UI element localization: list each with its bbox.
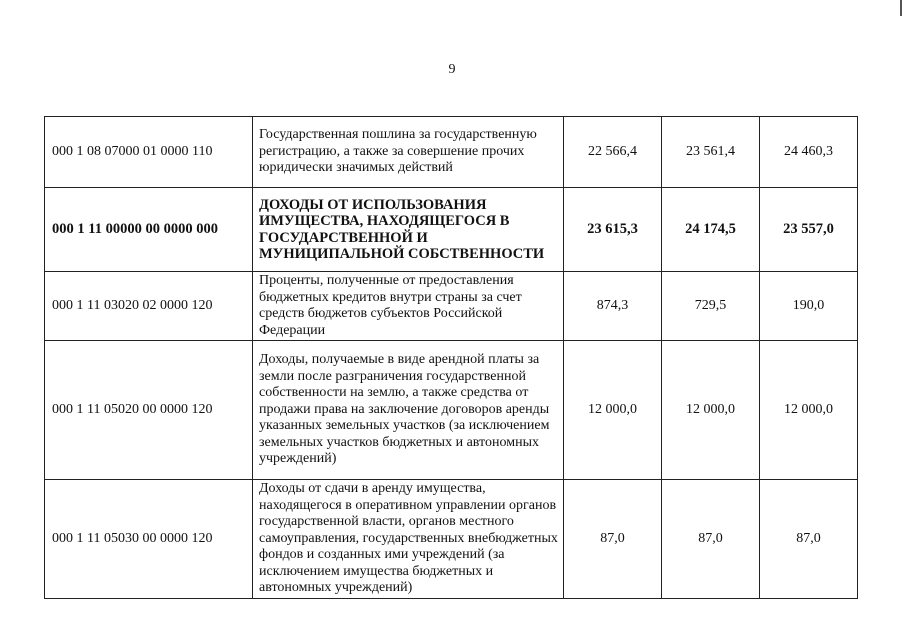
value-cell-year2: 729,5 [662,272,760,341]
value-cell-year1: 874,3 [564,272,662,341]
value-cell-year1: 12 000,0 [564,341,662,480]
budget-code-cell: 000 1 08 07000 01 0000 110 [45,117,253,188]
description-cell: Проценты, полученные от предоставления бюджетных кредитов внутри страны за счет средств бюджетов субъектов Российской Федерации [253,272,564,341]
value-cell-year3: 12 000,0 [760,341,858,480]
value-cell-year3: 23 557,0 [760,188,858,272]
value-cell-year3: 190,0 [760,272,858,341]
value-cell-year1: 23 615,3 [564,188,662,272]
page-number: 9 [448,62,456,77]
description-cell: ДОХОДЫ ОТ ИСПОЛЬЗОВАНИЯ ИМУЩЕСТВА, НАХОДЯЩЕГОСЯ В ГОСУДАРСТВЕННОЙ И МУНИЦИПАЛЬНОЙ СОБСТВЕННОСТИ [253,188,564,272]
budget-code-cell: 000 1 11 03020 02 0000 120 [45,272,253,341]
scan-edge-mark [900,0,902,16]
value-cell-year3: 87,0 [760,480,858,599]
value-cell-year1: 22 566,4 [564,117,662,188]
value-cell-year2: 24 174,5 [662,188,760,272]
description-cell: Государственная пошлина за государственную регистрацию, а также за совершение прочих юридически значимых действий [253,117,564,188]
description-cell: Доходы, получаемые в виде арендной платы за земли после разграничения государственной собственности на землю, а также средства от продажи права на заключение договоров аренды указанных земельных участков (за исключением земельных участков бюджетных и автономных учреждений) [253,341,564,480]
table-row [45,272,858,341]
value-cell-year1: 87,0 [564,480,662,599]
description-cell: Доходы от сдачи в аренду имущества, находящегося в оперативном управлении органов государственной власти, органов местного самоуправления, государственных внебюджетных фондов и созданных ими учреждений (за исключением имущества бюджетных и автономных учреждений) [253,480,564,599]
table-row [45,117,858,188]
table-row [45,341,858,480]
value-cell-year2: 87,0 [662,480,760,599]
budget-code-cell: 000 1 11 00000 00 0000 000 [45,188,253,272]
table-row [45,188,858,272]
table-row [45,480,858,599]
value-cell-year2: 23 561,4 [662,117,760,188]
value-cell-year3: 24 460,3 [760,117,858,188]
budget-code-cell: 000 1 11 05030 00 0000 120 [45,480,253,599]
value-cell-year2: 12 000,0 [662,341,760,480]
budget-code-cell: 000 1 11 05020 00 0000 120 [45,341,253,480]
revenue-table [44,116,858,599]
